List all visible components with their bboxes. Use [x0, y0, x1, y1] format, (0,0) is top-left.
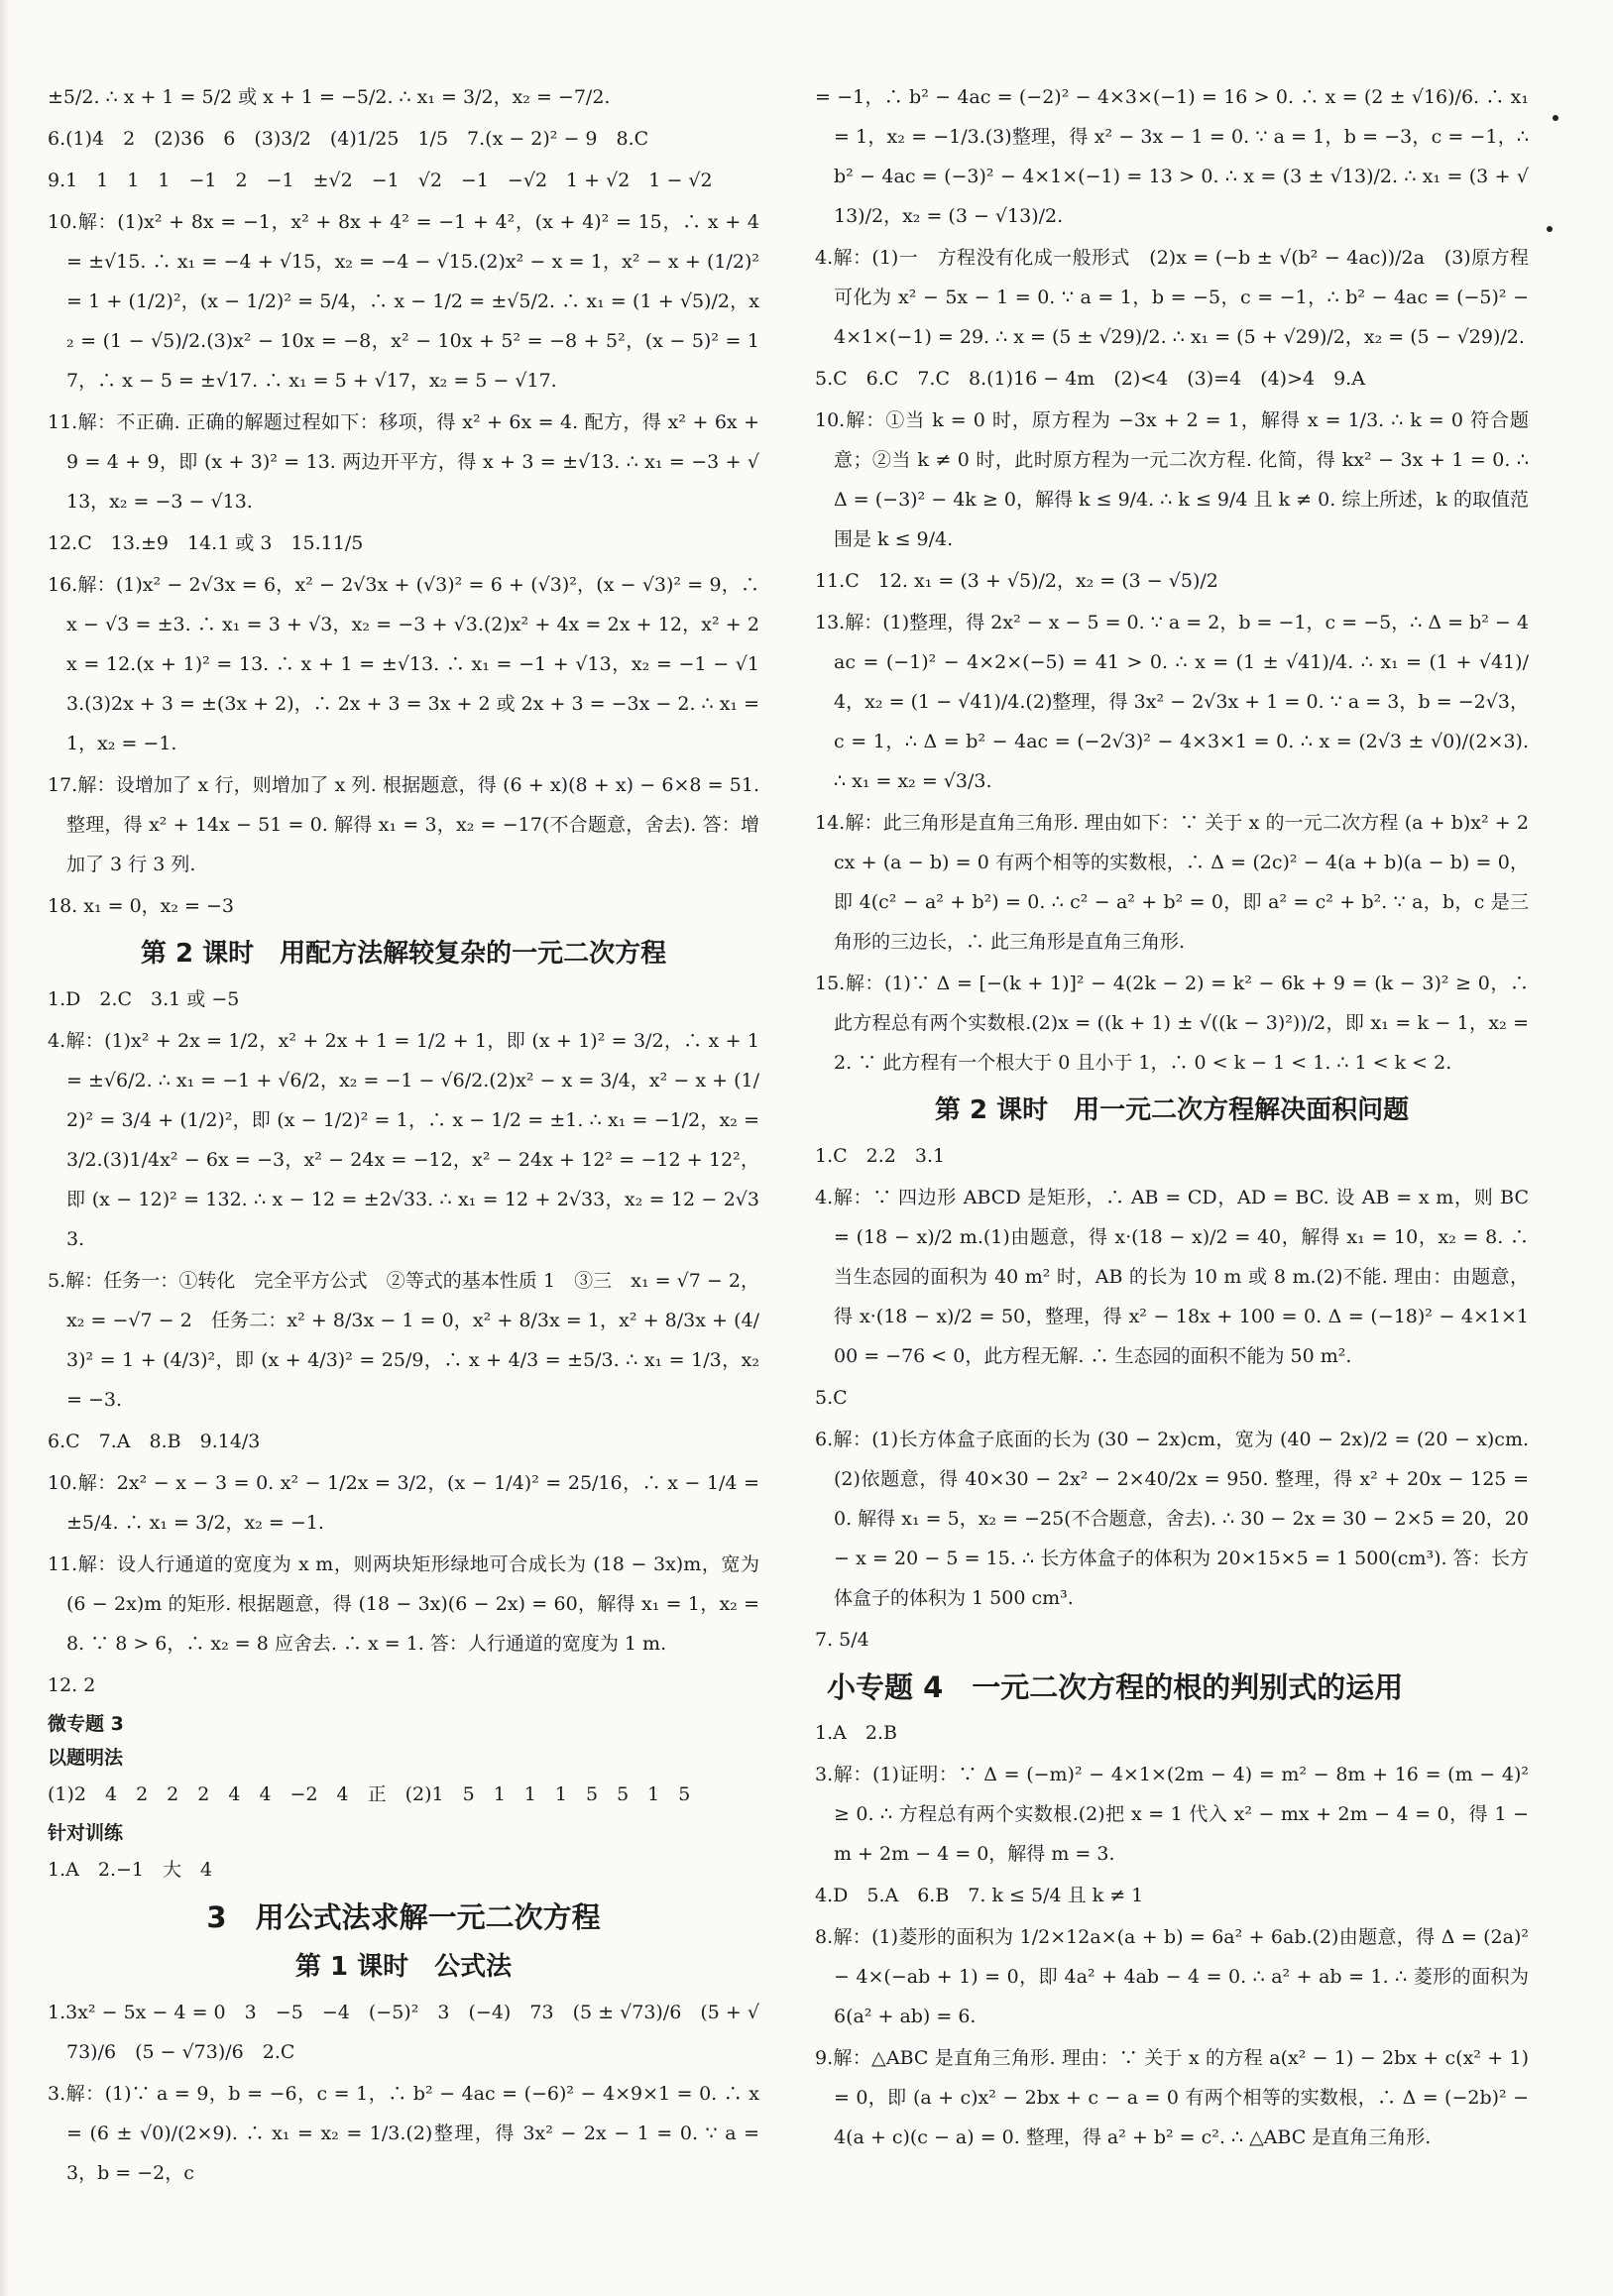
- answer-item: 15.解：(1)∵ Δ = [−(k + 1)]² − 4(2k − 2) = k² − 6k + 9 = (k − 3)² ≥ 0，∴ 此方程总有两个实数根.(2)x = ((k + 1) ± √((k − 3)²))/2，即 x₁ = k − 1，x₂ = 2. ∵ 此方程有一个根大于 0 且小于 1，∴ 0 < k − 1 < 1. ∴ 1 < k < 2.: [815, 973, 1529, 1074]
- answer-item: = −1，∴ b² − 4ac = (−2)² − 4×3×(−1) = 16 > 0. ∴ x = (2 ± √16)/6. ∴ x₁ = 1，x₂ = −1/3.(3)整理，得 x² − 3x − 1 = 0. ∵ a = 1，b = −3，c = −1，∴ b² − 4ac = (−3)² − 4×1×(−1) = 13 > 0. ∴ x = (3 ± √13)/2. ∴ x₁ = (3 + √13)/2，x₂ = (3 − √13)/2.: [815, 86, 1529, 227]
- answer-item: 6.C 7.A 8.B 9.14/3: [48, 1431, 261, 1452]
- section-heading: 3 用公式法求解一元二次方程: [206, 1900, 601, 1934]
- answer-item: 11.C 12. x₁ = (3 + √5)/2，x₂ = (3 − √5)/2: [815, 570, 1218, 592]
- answer-item: 10.解：2x² − x − 3 = 0. x² − 1/2x = 3/2，(x − 1/4)² = 25/16，∴ x − 1/4 = ±5/4. ∴ x₁ = 3/2，x₂ = −1.: [48, 1472, 759, 1534]
- answer-item: 9.解：△ABC 是直角三角形. 理由：∵ 关于 x 的方程 a(x² − 1) − 2bx + c(x² + 1) = 0，即 (a + c)x² − 2bx + c − a = 0 有两个相等的实数根，∴ Δ = (−2b)² − 4(a + c)(c − a) = 0. 整理，得 a² + b² = c². ∴ △ABC 是直角三角形.: [815, 2047, 1529, 2148]
- section-heading: 小专题 4 一元二次方程的根的判别式的运用: [827, 1670, 1404, 1704]
- edge-dot: [1547, 226, 1553, 232]
- answer-item: 6.(1)4 2 (2)36 6 (3)3/2 (4)1/25 1/5 7.(x − 2)² − 9 8.C: [48, 128, 649, 150]
- answer-item: 8.解：(1)菱形的面积为 1/2×12a×(a + b) = 6a² + 6ab.(2)由题意，得 Δ = (2a)² − 4×(−ab + 1) = 0，即 4a² + 4ab − 4 = 0. ∴ a² + ab = 1. ∴ 菱形的面积为 6(a² + ab) = 6.: [815, 1926, 1529, 2027]
- section-heading: 第 2 课时 用一元二次方程解决面积问题: [934, 1095, 1410, 1125]
- answer-item: 11.解：不正确. 正确的解题过程如下：移项，得 x² + 6x = 4. 配方，得 x² + 6x + 9 = 4 + 9，即 (x + 3)² = 13. 两边开平方，得 x + 3 = ±√13. ∴ x₁ = −3 + √13，x₂ = −3 − √13.: [48, 411, 759, 513]
- subsection-label: 针对训练: [48, 1822, 124, 1844]
- answer-item: ±5/2. ∴ x + 1 = 5/2 或 x + 1 = −5/2. ∴ x₁ = 3/2，x₂ = −7/2.: [48, 86, 611, 108]
- answer-item: 7. 5/4: [815, 1629, 869, 1651]
- section-heading: 第 2 课时 用配方法解较复杂的一元二次方程: [140, 939, 667, 969]
- answer-item: 4.D 5.A 6.B 7. k ≤ 5/4 且 k ≠ 1: [815, 1885, 1144, 1906]
- page-fold-shadow: [0, 0, 10, 2296]
- answer-item: 1.A 2.B: [815, 1722, 897, 1744]
- answer-item: 13.解：(1)整理，得 2x² − x − 5 = 0. ∵ a = 2，b = −1，c = −5，∴ Δ = b² − 4ac = (−1)² − 4×2×(−5) = 41 > 0. ∴ x = (1 ± √41)/4. ∴ x₁ = (1 + √41)/4，x₂ = (1 − √41)/4.(2)整理，得 3x² − 2√3x + 1 = 0. ∵ a = 3，b = −2√3，c = 1，∴ Δ = b² − 4ac = (−2√3)² − 4×3×1 = 0. ∴ x = (2√3 ± √0)/(2×3). ∴ x₁ = x₂ = √3/3.: [815, 612, 1529, 792]
- answer-item: 6.解：(1)长方体盒子底面的长为 (30 − 2x)cm，宽为 (40 − 2x)/2 = (20 − x)cm.(2)依题意，得 40×30 − 2x² − 2×40/2x = 950. 整理，得 x² + 20x − 125 = 0. 解得 x₁ = 5，x₂ = −25(不合题意，舍去). ∴ 30 − 2x = 30 − 2×5 = 20，20 − x = 20 − 5 = 15. ∴ 长方体盒子的体积为 20×15×5 = 1 500(cm³). 答：长方体盒子的体积为 1 500 cm³.: [815, 1429, 1529, 1609]
- subsection-label: 微专题 3: [48, 1713, 124, 1735]
- answer-item: 4.解：(1)一 方程没有化成一般形式 (2)x = (−b ± √(b² − 4ac))/2a (3)原方程可化为 x² − 5x − 1 = 0. ∵ a = 1，b = −5，c = −1，∴ b² − 4ac = (−5)² − 4×1×(−1) = 29. ∴ x = (5 ± √29)/2. ∴ x₁ = (5 + √29)/2，x₂ = (5 − √29)/2.: [815, 247, 1529, 348]
- answer-item: 5.C: [815, 1387, 848, 1409]
- answer-item: 5.C 6.C 7.C 8.(1)16 − 4m (2)<4 (3)=4 (4)>4 9.A: [815, 368, 1365, 390]
- answer-item: 3.解：(1)证明：∵ Δ = (−m)² − 4×1×(2m − 4) = m² − 8m + 16 = (m − 4)² ≥ 0. ∴ 方程总有两个实数根.(2)把 x = 1 代入 x² − mx + 2m − 4 = 0，得 1 − m + 2m − 4 = 0，解得 m = 3.: [815, 1764, 1529, 1865]
- answer-item: 9.1 1 1 1 −1 2 −1 ±√2 −1 √2 −1 −√2 1 + √2 1 − √2: [48, 170, 713, 191]
- answer-item: 18. x₁ = 0，x₂ = −3: [48, 895, 235, 917]
- answer-item: 10.解：①当 k = 0 时，原方程为 −3x + 2 = 1，解得 x = 1/3. ∴ k = 0 符合题意；②当 k ≠ 0 时，此时原方程为一元二次方程. 化简，得 kx² − 3x + 1 = 0. ∴ Δ = (−3)² − 4k ≥ 0，解得 k ≤ 9/4. ∴ k ≤ 9/4 且 k ≠ 0. 综上所述，k 的取值范围是 k ≤ 9/4.: [815, 409, 1529, 550]
- answer-item: 12.C 13.±9 14.1 或 3 15.11/5: [48, 532, 364, 554]
- answer-item: 12. 2: [48, 1674, 96, 1696]
- answer-item: 1.D 2.C 3.1 或 −5: [48, 988, 240, 1010]
- right-column: [815, 77, 1529, 2159]
- answer-item: 1.3x² − 5x − 4 = 0 3 −5 −4 (−5)² 3 (−4) 73 (5 ± √73)/6 (5 + √73)/6 (5 − √73)/6 2.C: [48, 2002, 759, 2063]
- answer-item: 10.解：(1)x² + 8x = −1，x² + 8x + 4² = −1 + 4²，(x + 4)² = 15，∴ x + 4 = ±√15. ∴ x₁ = −4 + √15，x₂ = −4 − √15.(2)x² − x = 1，x² − x + (1/2)² = 1 + (1/2)²，(x − 1/2)² = 5/4，∴ x − 1/2 = ±√5/2. ∴ x₁ = (1 + √5)/2，x₂ = (1 − √5)/2.(3)x² − 10x = −8，x² − 10x + 5² = −8 + 5²，(x − 5)² = 17，∴ x − 5 = ±√17. ∴ x₁ = 5 + √17，x₂ = 5 − √17.: [48, 211, 759, 392]
- answer-item: (1)2 4 2 2 2 4 4 −2 4 正 (2)1 5 1 1 1 5 5 1 5: [48, 1783, 691, 1805]
- answer-item: 4.解：(1)x² + 2x = 1/2，x² + 2x + 1 = 1/2 + 1，即 (x + 1)² = 3/2，∴ x + 1 = ±√6/2. ∴ x₁ = −1 + √6/2，x₂ = −1 − √6/2.(2)x² − x = 3/4，x² − x + (1/2)² = 3/4 + (1/2)²，即 (x − 1/2)² = 1，∴ x − 1/2 = ±1. ∴ x₁ = −1/2，x₂ = 3/2.(3)1/4x² − 6x = −3，x² − 24x = −12，x² − 24x + 12² = −12 + 12²，即 (x − 12)² = 132. ∴ x − 12 = ±2√33. ∴ x₁ = 12 + 2√33，x₂ = 12 − 2√33.: [48, 1030, 759, 1250]
- answer-item: 1.A 2.−1 大 4: [48, 1859, 213, 1881]
- section-heading: 第 1 课时 公式法: [294, 1952, 513, 1982]
- answer-item: 14.解：此三角形是直角三角形. 理由如下：∵ 关于 x 的一元二次方程 (a + b)x² + 2cx + (a − b) = 0 有两个相等的实数根，∴ Δ = (2c)² − 4(a + b)(a − b) = 0，即 4(c² − a² + b²) = 0. ∴ c² − a² + b² = 0，即 a² = c² + b². ∵ a，b，c 是三角形的三边长，∴ 此三角形是直角三角形.: [815, 812, 1529, 953]
- answer-item: 5.解：任务一：①转化 完全平方公式 ②等式的基本性质 1 ③三 x₁ = √7 − 2，x₂ = −√7 − 2 任务二：x² + 8/3x − 1 = 0，x² + 8/3x = 1，x² + 8/3x + (4/3)² = 1 + (4/3)²，即 (x + 4/3)² = 25/9，∴ x + 4/3 = ±5/3. ∴ x₁ = 1/3，x₂ = −3.: [48, 1270, 759, 1411]
- edge-dot: [1553, 115, 1558, 121]
- answer-item: 3.解：(1)∵ a = 9，b = −6，c = 1，∴ b² − 4ac = (−6)² − 4×9×1 = 0. ∴ x = (6 ± √0)/(2×9). ∴ x₁ = x₂ = 1/3.(2)整理，得 3x² − 2x − 1 = 0. ∵ a = 3，b = −2，c: [48, 2083, 759, 2184]
- left-column: [48, 77, 759, 2195]
- answer-item: 4.解：∵ 四边形 ABCD 是矩形，∴ AB = CD，AD = BC. 设 AB = x m，则 BC = (18 − x)/2 m.(1)由题意，得 x·(18 − x)/2 = 40，解得 x₁ = 10，x₂ = 8. ∴ 当生态园的面积为 40 m² 时，AB 的长为 10 m 或 8 m.(2)不能. 理由：由题意，得 x·(18 − x)/2 = 50，整理，得 x² − 18x + 100 = 0. Δ = (−18)² − 4×1×100 = −76 < 0，此方程无解. ∴ 生态园的面积不能为 50 m².: [815, 1187, 1529, 1367]
- answer-item: 16.解：(1)x² − 2√3x = 6，x² − 2√3x + (√3)² = 6 + (√3)²，(x − √3)² = 9，∴ x − √3 = ±3. ∴ x₁ = 3 + √3，x₂ = −3 + √3.(2)x² + 4x = 2x + 12，x² + 2x = 12.(x + 1)² = 13. ∴ x + 1 = ±√13. ∴ x₁ = −1 + √13，x₂ = −1 − √13.(3)2x + 3 = ±(3x + 2)，∴ 2x + 3 = 3x + 2 或 2x + 3 = −3x − 2. ∴ x₁ = 1，x₂ = −1.: [48, 574, 759, 754]
- answer-item: 11.解：设人行通道的宽度为 x m，则两块矩形绿地可合成长为 (18 − 3x)m，宽为 (6 − 2x)m 的矩形. 根据题意，得 (18 − 3x)(6 − 2x) = 60，解得 x₁ = 1，x₂ = 8. ∵ 8 > 6，∴ x₂ = 8 应舍去. ∴ x = 1. 答：人行通道的宽度为 1 m.: [48, 1553, 759, 1655]
- answer-item: 17.解：设增加了 x 行，则增加了 x 列. 根据题意，得 (6 + x)(8 + x) − 6×8 = 51. 整理，得 x² + 14x − 51 = 0. 解得 x₁ = 3，x₂ = −17(不合题意，舍去). 答：增加了 3 行 3 列.: [48, 774, 759, 875]
- answer-item: 1.C 2.2 3.1: [815, 1145, 946, 1167]
- subsection-label: 以题明法: [48, 1747, 124, 1769]
